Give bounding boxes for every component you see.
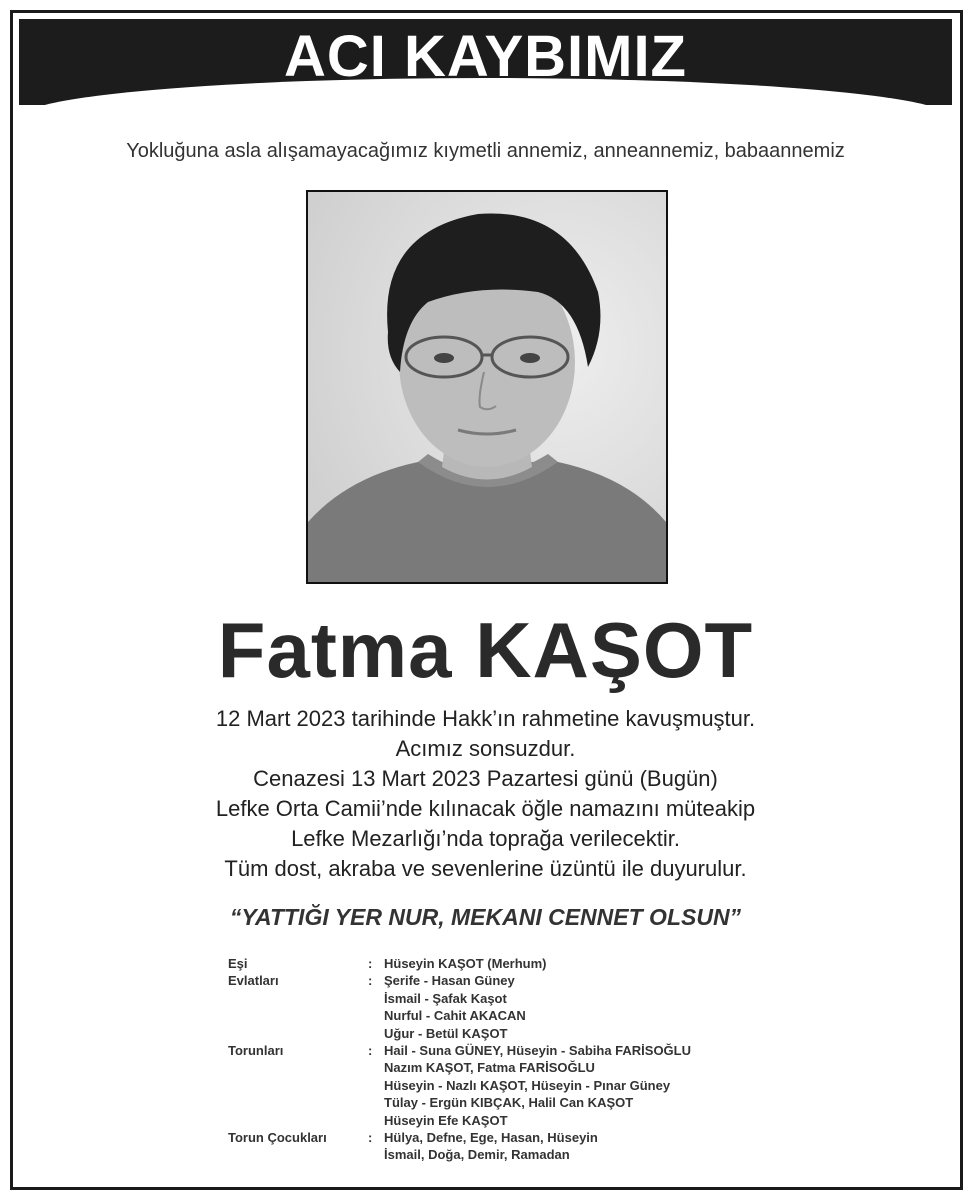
family-colon: : bbox=[368, 1130, 373, 1146]
family-value: Tülay - Ergün KIBÇAK, Halil Can KAŞOT bbox=[384, 1095, 634, 1111]
family-label: Torunları bbox=[228, 1043, 284, 1059]
portrait-photo bbox=[306, 190, 668, 584]
family-value: Uğur - Betül KAŞOT bbox=[384, 1025, 508, 1041]
portrait-icon bbox=[308, 192, 666, 582]
announcement-line: Lefke Mezarlığı’nda toprağa verilecektir. bbox=[291, 826, 680, 851]
family-list bbox=[228, 955, 848, 1164]
family-value: Nurful - Cahit AKACAN bbox=[384, 1008, 526, 1024]
family-value: Hüseyin KAŞOT (Merhum) bbox=[384, 956, 547, 971]
family-row-spouse bbox=[228, 955, 848, 972]
family-values bbox=[384, 955, 848, 972]
announcement-text bbox=[0, 704, 971, 884]
family-value: Şerife - Hasan Güney bbox=[384, 973, 515, 989]
prayer-quote: “YATTIĞI YER NUR, MEKANI CENNET OLSUN” bbox=[229, 904, 742, 930]
family-values bbox=[384, 972, 848, 1042]
subtitle: Yokluğuna asla alışamayacağımız kıymetli annemiz, anneannemiz, babaannemiz bbox=[126, 140, 845, 162]
family-colon: : bbox=[368, 956, 373, 971]
family-colon: : bbox=[368, 973, 373, 989]
family-value: İsmail, Doğa, Demir, Ramadan bbox=[384, 1147, 570, 1163]
family-values bbox=[384, 1129, 848, 1164]
announcement-line: Cenazesi 13 Mart 2023 Pazartesi günü (Bugün) bbox=[253, 766, 718, 791]
deceased-name: Fatma KAŞOT bbox=[217, 606, 754, 694]
family-value: Hüseyin - Nazlı KAŞOT, Hüseyin - Pınar Güney bbox=[384, 1077, 671, 1093]
family-value: Hail - Suna GÜNEY, Hüseyin - Sabiha FARİSOĞLU bbox=[384, 1043, 691, 1059]
announcement-line: 12 Mart 2023 tarihinde Hakk’ın rahmetine kavuşmuştur. bbox=[215, 706, 756, 731]
family-colon: : bbox=[368, 1043, 373, 1059]
family-value: Nazım KAŞOT, Fatma FARİSOĞLU bbox=[384, 1060, 595, 1076]
family-value: Hülya, Defne, Ege, Hasan, Hüseyin bbox=[384, 1130, 598, 1146]
announcement-line: Acımız sonsuzdur. bbox=[395, 736, 576, 761]
family-label: Torun Çocukları bbox=[228, 1130, 327, 1146]
family-row-grandchildren bbox=[228, 1042, 848, 1129]
header-title: ACI KAYBIMIZ bbox=[284, 24, 687, 89]
family-label: Evlatları bbox=[228, 973, 279, 989]
family-value: Hüseyin Efe KAŞOT bbox=[384, 1112, 508, 1128]
family-values bbox=[384, 1042, 848, 1129]
family-row-great-grandchildren bbox=[228, 1129, 848, 1164]
announcement-line: Lefke Orta Camii’nde kılınacak öğle namazını müteakip bbox=[215, 796, 756, 821]
announcement-line: Tüm dost, akraba ve sevenlerine üzüntü ile duyurulur. bbox=[224, 856, 747, 881]
family-value: İsmail - Şafak Kaşot bbox=[384, 990, 507, 1006]
family-label: Eşi bbox=[228, 956, 248, 971]
family-row-children bbox=[228, 972, 848, 1042]
